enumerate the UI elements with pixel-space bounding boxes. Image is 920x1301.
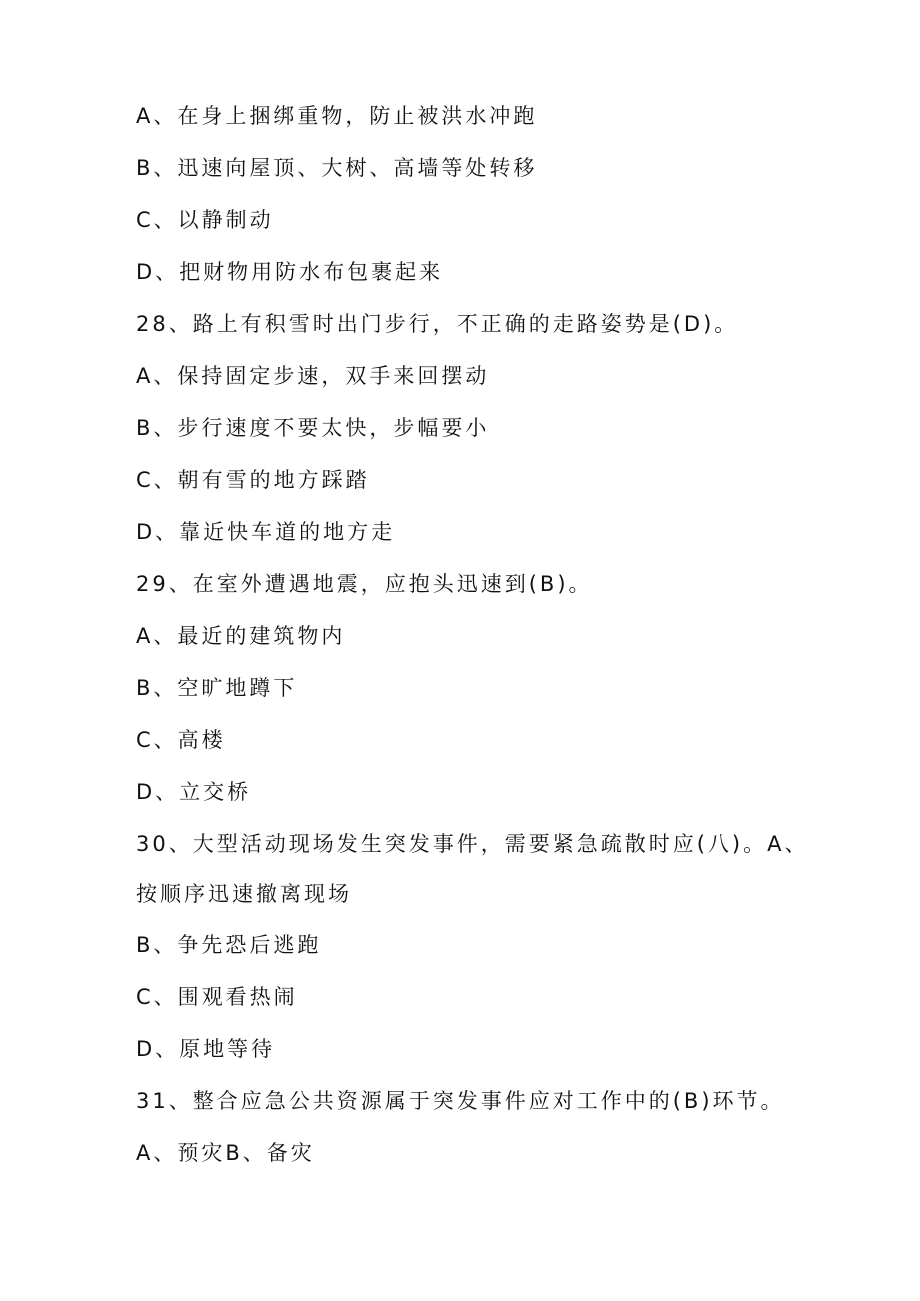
q27-option-b: B、迅速向屋顶、大树、高墙等处转移 — [136, 156, 538, 180]
q31-question: 31、整合应急公共资源属于突发事件应对工作中的(B)环节。 — [136, 1089, 785, 1113]
q29-option-c: C、高楼 — [136, 728, 226, 752]
q27-option-d: D、把财物用防水布包裹起来 — [136, 260, 444, 284]
q29-option-d: D、立交桥 — [136, 780, 252, 804]
q30-option-d: D、原地等待 — [136, 1037, 276, 1061]
q31-options-ab: A、预灾B、备灾 — [136, 1141, 315, 1165]
q27-option-a: A、在身上捆绑重物，防止被洪水冲跑 — [136, 104, 538, 128]
q27-option-c: C、以静制动 — [136, 208, 274, 232]
q30-option-a-continued: 按顺序迅速撤离现场 — [136, 882, 352, 906]
q30-option-b: B、争先恐后逃跑 — [136, 933, 322, 957]
q28-option-d: D、靠近快车道的地方走 — [136, 520, 396, 544]
q28-option-c: C、朝有雪的地方踩踏 — [136, 468, 370, 492]
q30-option-c: C、围观看热闹 — [136, 985, 298, 1009]
q28-option-a: A、保持固定步速，双手来回摆动 — [136, 364, 490, 388]
q28-option-b: B、步行速度不要太快，步幅要小 — [136, 416, 490, 440]
q29-question: 29、在室外遭遇地震，应抱头迅速到(B)。 — [136, 572, 593, 596]
q29-option-a: A、最近的建筑物内 — [136, 624, 346, 648]
q28-question: 28、路上有积雪时出门步行，不正确的走路姿势是(D)。 — [136, 312, 739, 336]
q30-question: 30、大型活动现场发生突发事件，需要紧急疏散时应(八)。A、 — [136, 832, 809, 856]
q29-option-b: B、空旷地蹲下 — [136, 676, 298, 700]
